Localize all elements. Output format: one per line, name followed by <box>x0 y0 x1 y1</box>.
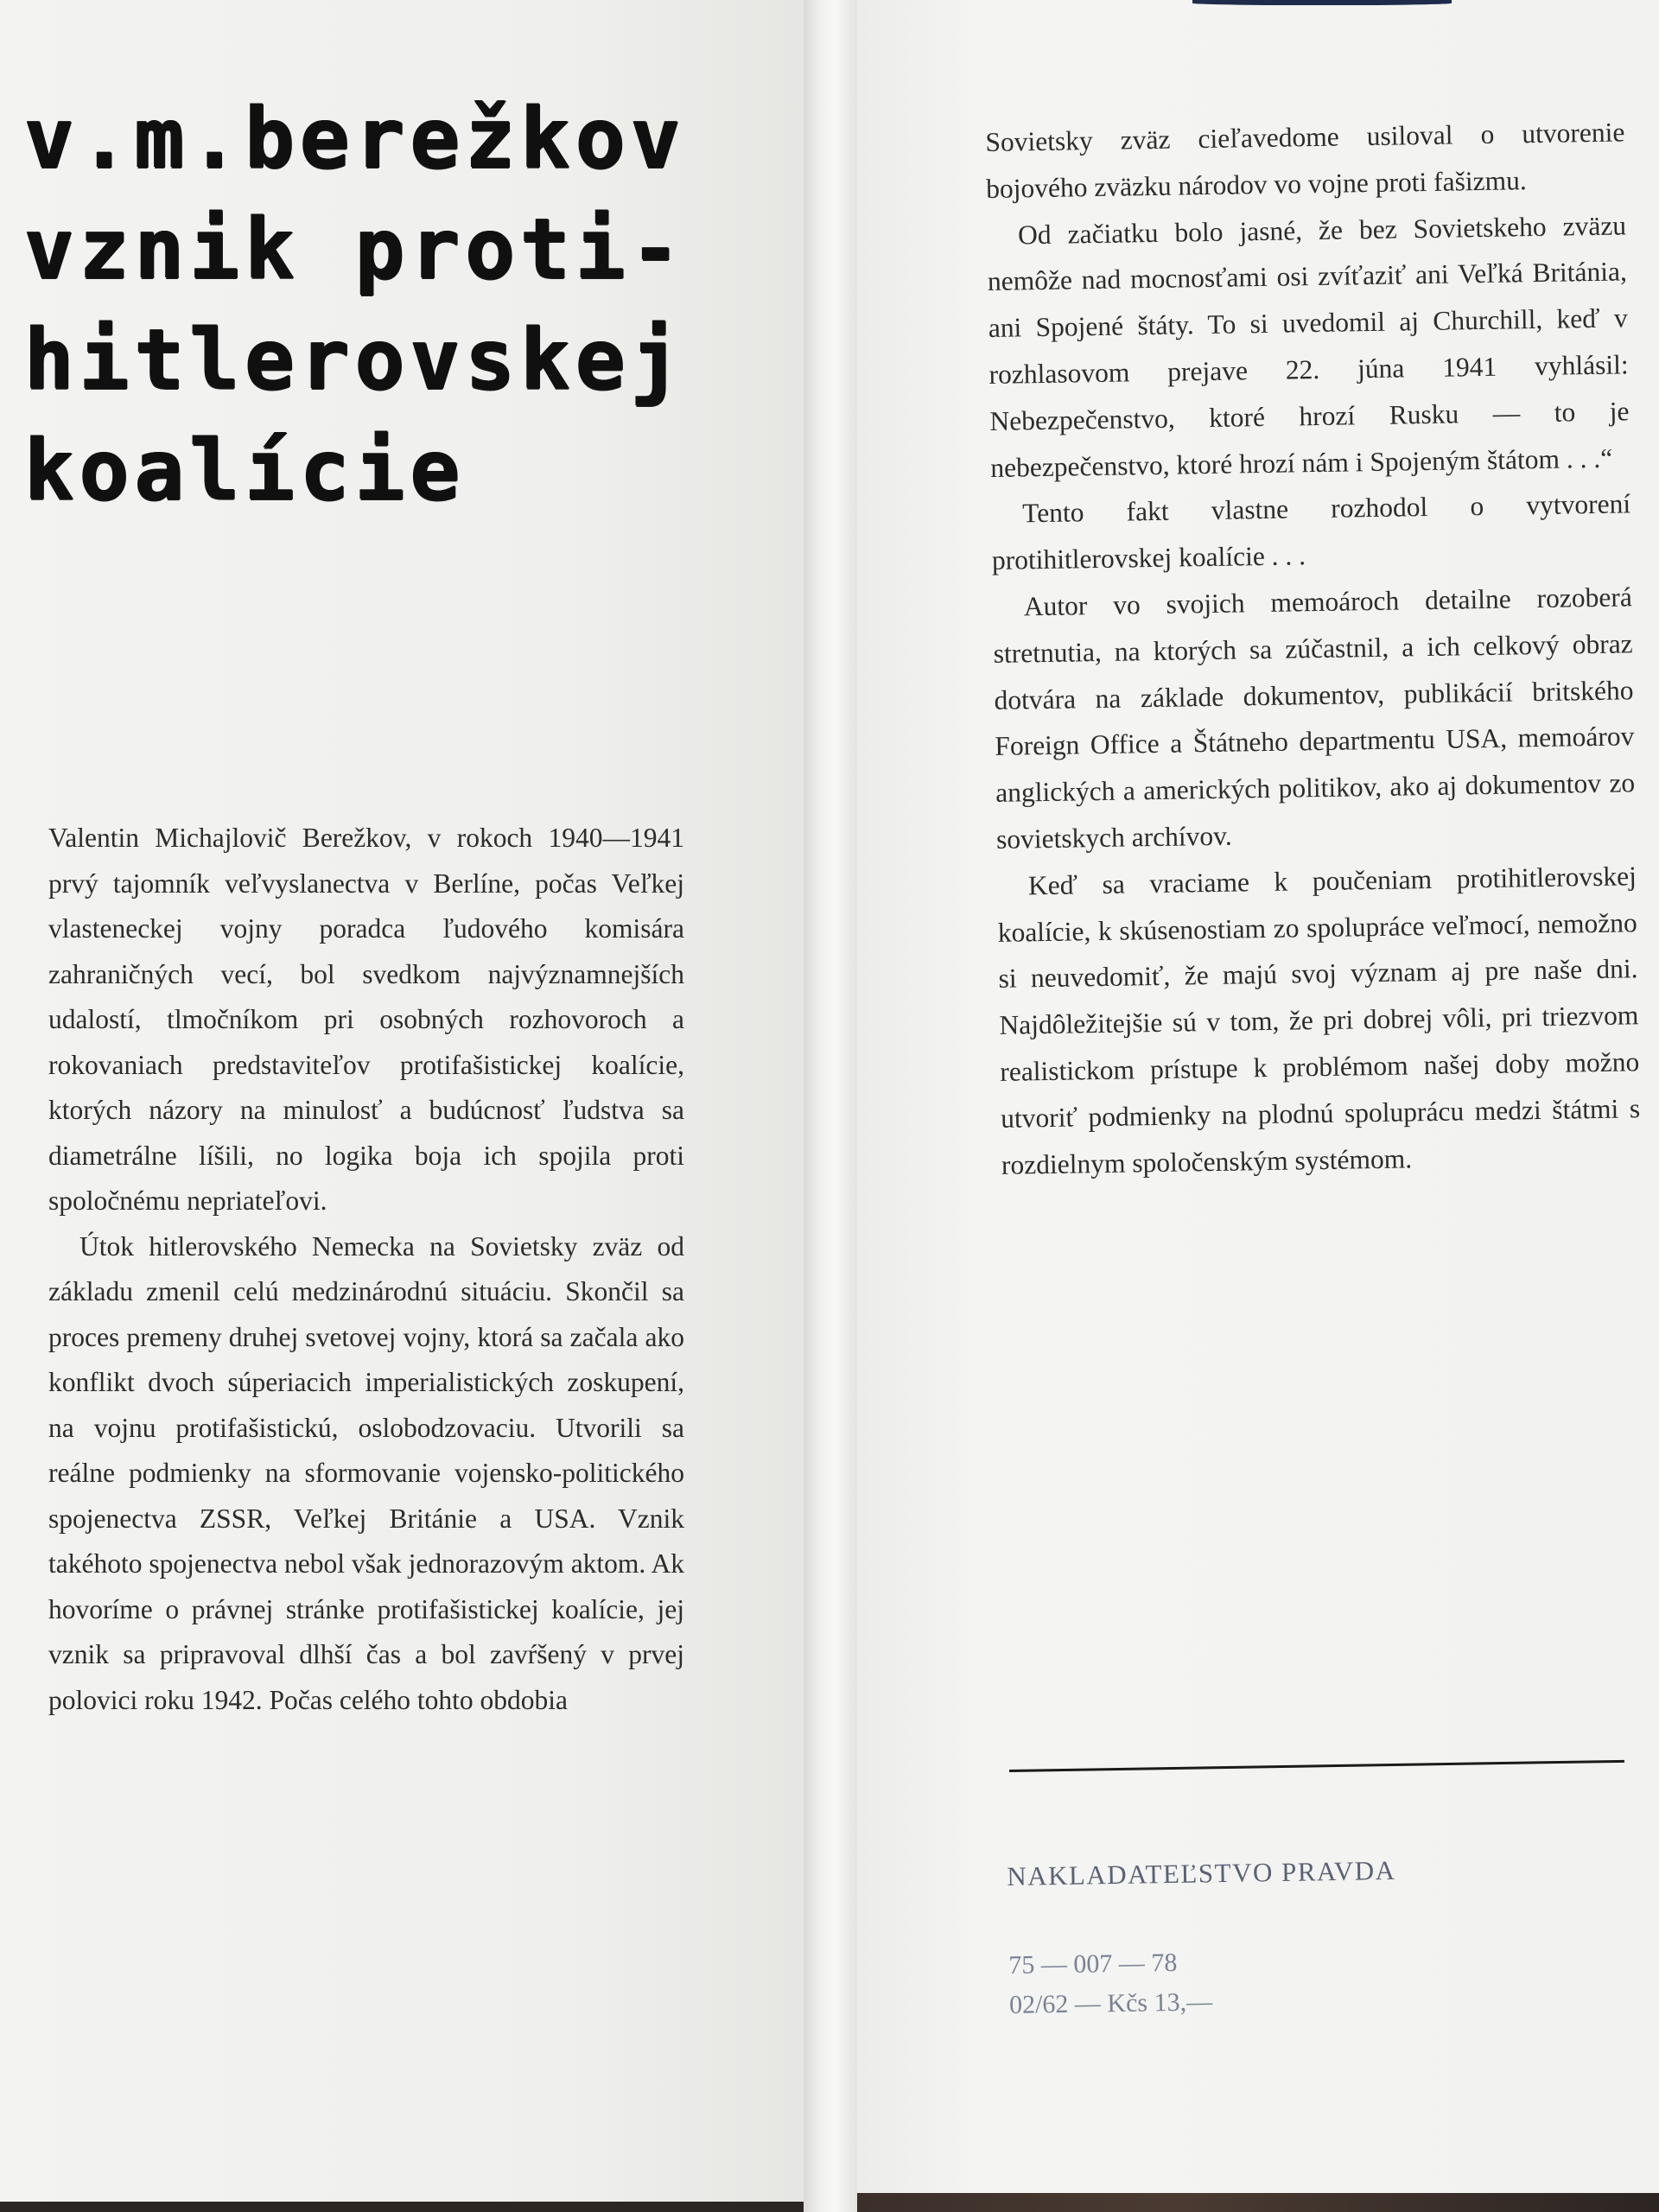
catalog-codes <box>1008 1942 1212 2025</box>
top-shadow <box>1192 0 1452 5</box>
book-title <box>24 83 785 525</box>
left-paragraph-history: Útok hitlerovského Nemecka na Sovietsky zväz od základu zmenil celú medzinárodnú situáciu. Skončil sa proces premeny druhej svetovej vojny, ktorá sa začala ako konflikt dvoch súperiacich imperialistických zoskupení, na vojnu protifašistickú, oslobodzovaciu. Utvorili sa reálne podmienky na sformovanie vojensko-politického spojenectva ZSSR, Veľkej Británie a USA. Vznik takéhoto spojenectva nebol však jednorazovým aktom. Ak hovoríme o právnej stránke protifašistickej koalície, jej vznik sa pripravoval dlhší čas a bol zavŕšený v prvej polovici roku 1942. Počas celého tohto obdobia <box>48 1230 684 1715</box>
price-code: 02/62 — Kčs 13,— <box>1008 1987 1213 2019</box>
left-flap <box>0 0 804 2202</box>
table-surface <box>857 2193 1659 2212</box>
title-line-1: vznik proti- <box>24 200 686 297</box>
publisher-name: NAKLADATEĽSTVO PRAVDA <box>1007 1854 1396 1891</box>
title-line-author: v.m.berežkov <box>24 90 686 187</box>
title-line-2: hitlerovskej <box>24 311 686 408</box>
catalog-code: 75 — 007 — 78 <box>1008 1948 1178 1980</box>
right-paragraph-4: Autor vo svojich memoároch detailne rozoberá stretnutia, na ktorých sa zúčastnil, a ich celkový obraz dotvára na základe dokumentov, publikácií britského Foreign Office a Štátneho departmentu USA, memoárov anglických a amerických politikov, ako aj dokumentov zo sovietskych archívov. <box>993 582 1636 855</box>
right-paragraph-1: Sovietsky zväz cieľavedome usiloval o utvorenie bojového zväzku národov vo vojne proti fašizmu. <box>985 117 1625 204</box>
left-paragraph-author-bio: Valentin Michajlovič Berežkov, v rokoch 1940—1941 prvý tajomník veľvyslanectva v Berlíne, počas Veľkej vlasteneckej vojny poradca ľudového komisára zahraničných vecí, bol svedkom najvýznamnejších udalostí, tlmočníkom pri osobných rozhovoroch a rokovaniach predstaviteľov protifašistickej koalície, ktorých názory na minulosť a budúcnosť ľudstva sa diametrálne líšili, no logika boja ich spojila proti spoločnému nepriateľovi. <box>48 823 684 1216</box>
right-paragraph-2: Od začiatku bolo jasné, že bez Sovietskeho zväzu nemôže nad mocnosťami osi zvíťaziť ani Veľká Británia, ani Spojené štáty. To si uvedomil aj Churchill, keď v rozhlasovom prejave 22. júna 1941 vyhlásil: Nebezpečenstvo, ktoré hrozí Rusku — to je nebezpečenstvo, ktoré hrozí nám i Spojeným štátom . . .“ <box>987 209 1630 483</box>
right-flap-text <box>985 109 1641 1188</box>
right-paragraph-3: Tento fakt vlastne rozhodol o vytvorení protihitlerovskej koalície . . . <box>991 488 1631 576</box>
left-flap-text <box>48 816 684 1723</box>
title-line-3: koalície <box>24 422 466 518</box>
jacket-fold <box>804 0 857 2212</box>
right-paragraph-5: Keď sa vraciame k poučeniam protihitlerovskej koalície, k skúsenostiam zo spolupráce veľmocí, nemožno si neuvedomiť, že majú svoj význam aj pre naše dni. Najdôležitejšie sú v tom, že pri dobrej vôli, pri triezvom realistickom prístupe k problémom našej doby možno utvoriť podmienky na plodnú spoluprácu medzi štátmi s rozdielnym spoločenským systémom. <box>997 861 1641 1180</box>
